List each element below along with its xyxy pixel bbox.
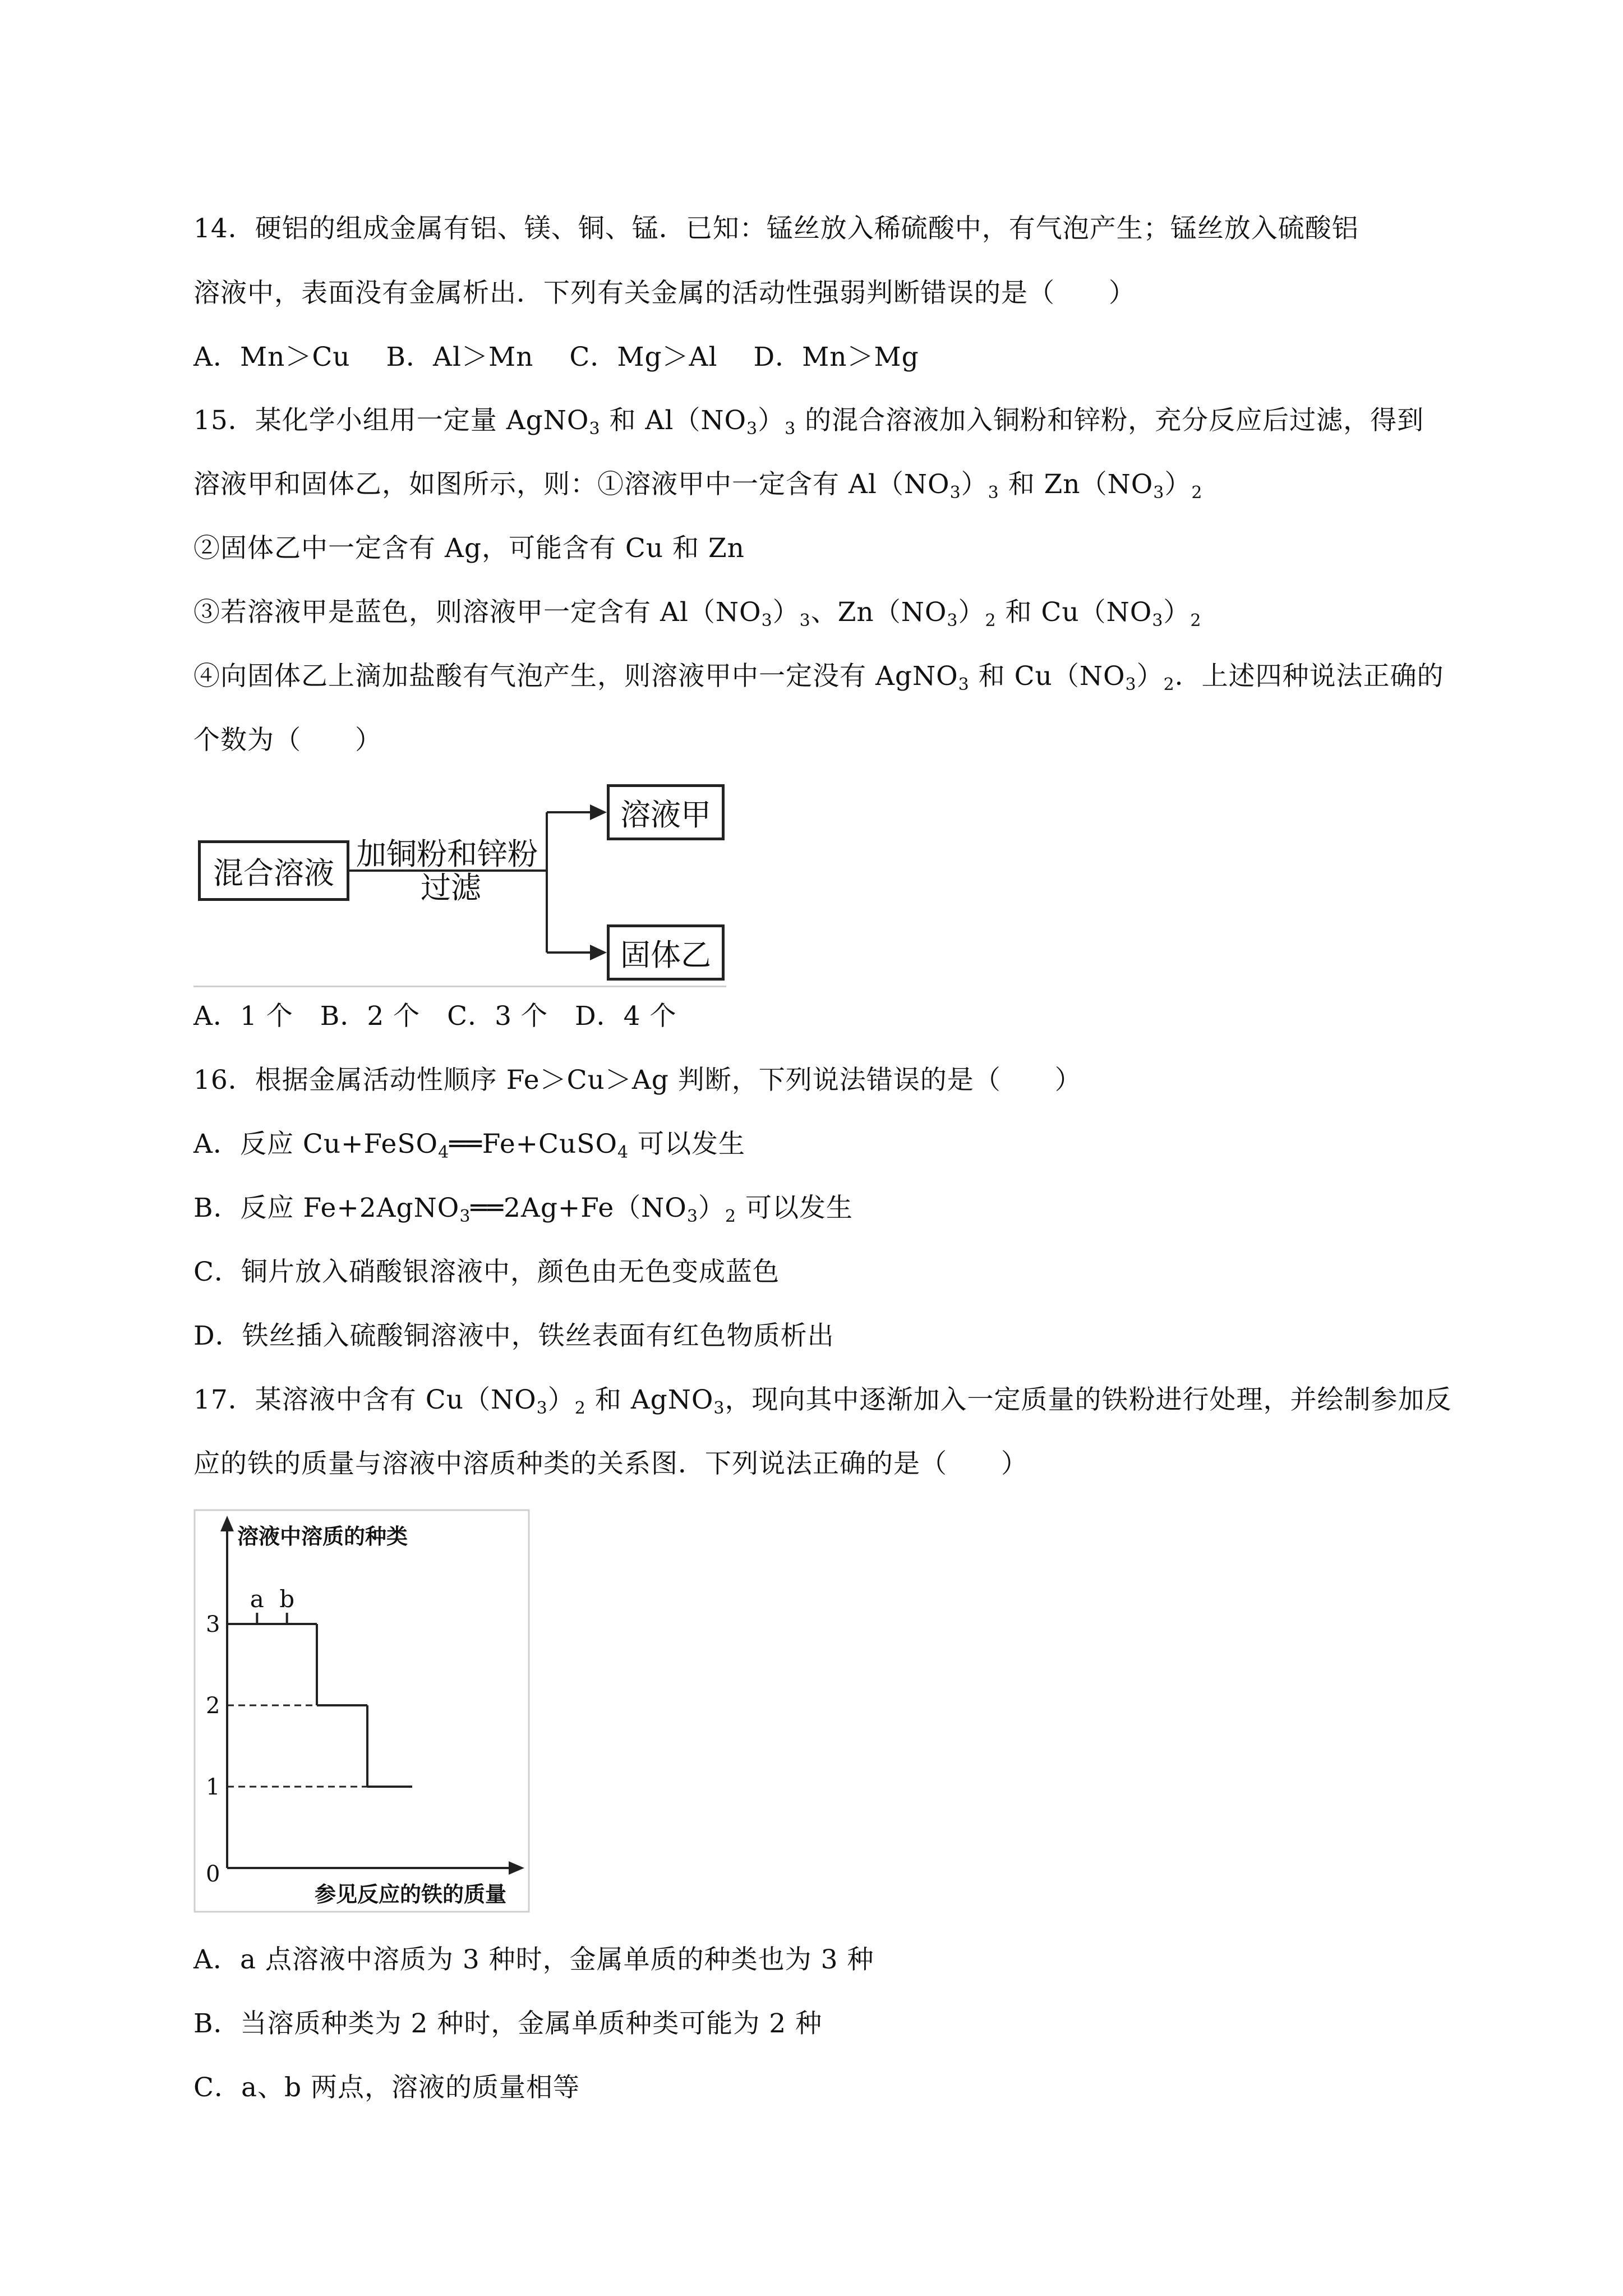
- q14-stem-line1: 14．硬铝的组成金属有铝、镁、铜、锰．已知：锰丝放入稀硫酸中，有气泡产生；锰丝放入硫酸铝: [193, 213, 1359, 244]
- y-tick-label: 2: [206, 1693, 220, 1719]
- y-tick-label: 0: [206, 1861, 220, 1887]
- filter-label: 过滤: [421, 870, 481, 905]
- q16-option-d: D．铁丝插入硫酸铜溶液中，铁丝表面有红色物质析出: [193, 1320, 834, 1351]
- q15-statement-2: ②固体乙中一定含有 Ag，可能含有 Cu 和 Zn: [193, 533, 745, 564]
- q16-option-b: B．反应 $Fe+2AgNO_3══2Ag+Fe(NO_3)_2$ 可以发生: [193, 1193, 853, 1226]
- q15-options: A．1 个 B．2 个 C．3 个 D．4 个: [193, 1001, 677, 1032]
- y-axis-label: 溶液中溶质的种类: [237, 1524, 408, 1549]
- q17-option-a: A．a 点溶液中溶质为 3 种时，金属单质的种类也为 3 种: [193, 1944, 874, 1975]
- y-tick-label: 1: [206, 1774, 220, 1800]
- q15-statement-3: ③若溶液甲是蓝色，则溶液甲一定含有 $Al(NO_3)_3$、$Zn(NO_3)_2$ 和 $Cu(NO_3)_2$: [193, 597, 1202, 631]
- flow-arrows: [193, 774, 726, 987]
- chart-frame: [195, 1510, 529, 1912]
- q17-stem-line2: 应的铁的质量与溶液中溶质种类的关系图．下列说法正确的是（ ）: [193, 1448, 1028, 1479]
- point-label-a: a: [250, 1585, 264, 1613]
- q15-stem-line6: 个数为（ ）: [193, 725, 382, 756]
- q16-stem: 16．根据金属活动性顺序 Fe＞Cu＞Ag 判断，下列说法错误的是（ ）: [193, 1065, 1082, 1096]
- q14-stem-line2: 溶液中，表面没有金属析出．下列有关金属的活动性强弱判断错误的是（ ）: [193, 278, 1136, 309]
- q17-stem-line1: 17．某溶液中含有 $Cu(NO_3)_2$ 和 AgNO$_3$，现向其中逐渐加入一定质量的铁粉进行处理，并绘制参加反: [193, 1384, 1452, 1418]
- mixed-solution-label: 混合溶液: [213, 855, 334, 891]
- q16-option-c: C．铜片放入硝酸银溶液中，颜色由无色变成蓝色: [193, 1257, 780, 1287]
- q17-option-c: C．a、b 两点，溶液的质量相等: [193, 2072, 580, 2103]
- q17-step-chart: [193, 1509, 530, 1913]
- q15-flow-diagram: [193, 774, 726, 987]
- q16-option-a: A．反应 Cu+FeSO$_4$══Fe+CuSO$_4$ 可以发生: [193, 1129, 746, 1162]
- q15-stem-line2: 溶液甲和固体乙，如图所示，则：①溶液甲中一定含有 $Al(NO_3)_3$ 和 $Zn(NO_3)_2$: [193, 469, 1203, 503]
- point-label-b: b: [279, 1585, 295, 1613]
- reagent-label: 加铜粉和锌粉: [356, 836, 538, 872]
- x-axis-label: 参见反应的铁的质量: [314, 1882, 506, 1907]
- q17-option-b: B．当溶质种类为 2 种时，金属单质种类可能为 2 种: [193, 2008, 823, 2039]
- q15-statement-4: ④向固体乙上滴加盐酸有气泡产生，则溶液甲中一定没有 AgNO$_3$ 和 $Cu(NO_3)_2$．上述四种说法正确的: [193, 661, 1444, 694]
- q15-stem-line1: 15．某化学小组用一定量 AgNO$_3$ 和 $Al(NO_3)_3$ 的混合溶液加入铜粉和锌粉，充分反应后过滤，得到: [193, 405, 1424, 439]
- y-tick-label: 3: [206, 1612, 220, 1637]
- q14-options: A．Mn＞Cu B．Al＞Mn C．Mg＞Al D．Mn＞Mg: [193, 342, 919, 372]
- solid-b-label: 固体乙: [620, 937, 711, 973]
- solution-a-label: 溶液甲: [620, 797, 711, 832]
